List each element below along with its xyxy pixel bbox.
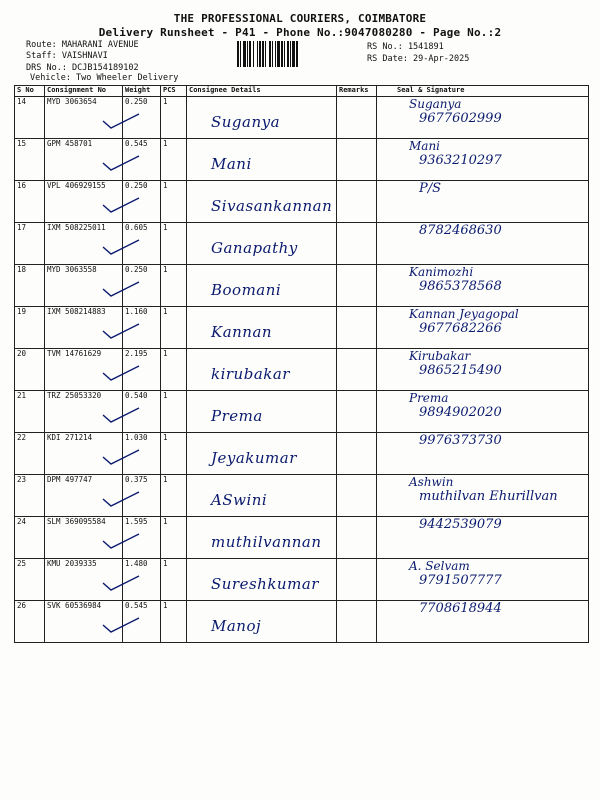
consignee-name: Manoj — [211, 617, 262, 635]
signature-phone: muthilvan Ehurillvan — [419, 489, 558, 504]
row-remarks — [337, 517, 377, 559]
row-weight: 0.250 — [123, 181, 161, 223]
table-row — [15, 601, 589, 643]
runsheet-table — [14, 85, 589, 643]
col-consignment: Consignment No — [45, 86, 123, 97]
row-remarks — [337, 181, 377, 223]
row-consignment — [45, 307, 123, 349]
consignee-name: ASwini — [211, 491, 268, 509]
consignee-name: Sivasankannan — [211, 197, 333, 215]
consignee-name: Kannan — [211, 323, 273, 341]
signature-name: Suganya — [409, 97, 462, 111]
row-weight: 1.160 — [123, 307, 161, 349]
row-remarks — [337, 139, 377, 181]
row-weight: 0.545 — [123, 139, 161, 181]
row-consignment — [45, 391, 123, 433]
row-weight: 0.540 — [123, 391, 161, 433]
consignment-no: MYD 3063558 — [47, 265, 97, 274]
row-sno: 20 — [15, 349, 45, 391]
consignment-no: GPM 458701 — [47, 139, 93, 148]
row-sno: 22 — [15, 433, 45, 475]
signature-phone: 9894902020 — [419, 405, 502, 420]
signature-name: Ashwin — [409, 475, 454, 489]
row-remarks — [337, 391, 377, 433]
consignment-no: SLM 369095584 — [47, 517, 106, 526]
consignment-no: DPM 497747 — [47, 475, 93, 484]
row-remarks — [337, 433, 377, 475]
table-row — [15, 559, 589, 601]
signature-phone: 9363210297 — [419, 153, 502, 168]
row-remarks — [337, 349, 377, 391]
staff-label: Staff: VAISHNAVI — [26, 51, 108, 61]
row-sno: 17 — [15, 223, 45, 265]
row-sno: 25 — [15, 559, 45, 601]
table-row — [15, 181, 589, 223]
row-signature — [377, 475, 589, 517]
rs-no: RS No.: 1541891 — [367, 42, 444, 52]
consignee-name: muthilvannan — [211, 533, 322, 551]
signature-name: Kirubakar — [409, 349, 471, 363]
consignment-no: KMU 2039335 — [47, 559, 97, 568]
table-row — [15, 391, 589, 433]
row-signature — [377, 223, 589, 265]
row-signature — [377, 139, 589, 181]
consignee-name: Suganya — [211, 113, 281, 131]
rs-date: RS Date: 29-Apr-2025 — [367, 54, 470, 64]
row-consignment — [45, 601, 123, 643]
col-remarks: Remarks — [337, 86, 377, 97]
row-pcs: 1 — [161, 517, 187, 559]
company-title: THE PROFESSIONAL COURIERS, COIMBATORE — [173, 12, 427, 25]
row-signature — [377, 181, 589, 223]
row-signature — [377, 433, 589, 475]
col-sno: S No — [15, 86, 45, 97]
row-signature — [377, 559, 589, 601]
barcode — [237, 41, 357, 67]
consignment-no: TRZ 25053320 — [47, 391, 102, 400]
row-consignment — [45, 139, 123, 181]
signature-phone: 7708618944 — [419, 601, 502, 616]
row-consignee — [187, 349, 337, 391]
signature-phone: 9976373730 — [419, 433, 502, 448]
row-weight: 1.030 — [123, 433, 161, 475]
table-row — [15, 307, 589, 349]
table-row — [15, 517, 589, 559]
row-remarks — [337, 223, 377, 265]
row-pcs: 1 — [161, 139, 187, 181]
row-consignee — [187, 391, 337, 433]
row-weight: 2.195 — [123, 349, 161, 391]
row-weight: 1.595 — [123, 517, 161, 559]
row-pcs: 1 — [161, 181, 187, 223]
row-sno: 19 — [15, 307, 45, 349]
consignment-no: IXM 508225011 — [47, 223, 106, 232]
row-consignment — [45, 475, 123, 517]
row-pcs: 1 — [161, 433, 187, 475]
consignee-name: kirubakar — [211, 365, 290, 383]
row-weight: 0.545 — [123, 601, 161, 643]
table-row — [15, 475, 589, 517]
signature-phone: 9677682266 — [419, 321, 502, 336]
consignee-name: Jeyakumar — [211, 449, 297, 467]
row-consignment — [45, 181, 123, 223]
consignment-no: IXM 508214883 — [47, 307, 106, 316]
row-signature — [377, 97, 589, 139]
rs-info — [367, 41, 469, 65]
row-sno: 16 — [15, 181, 45, 223]
table-row — [15, 97, 589, 139]
row-consignee — [187, 181, 337, 223]
row-sno: 15 — [15, 139, 45, 181]
row-weight: 0.250 — [123, 265, 161, 307]
row-consignment — [45, 433, 123, 475]
row-remarks — [337, 307, 377, 349]
row-sno: 23 — [15, 475, 45, 517]
row-consignee — [187, 601, 337, 643]
consignment-no: VPL 406929155 — [47, 181, 106, 190]
col-pcs: PCS — [161, 86, 187, 97]
signature-phone: 9865378568 — [419, 279, 502, 294]
row-consignee — [187, 559, 337, 601]
col-weight: Weight — [123, 86, 161, 97]
row-pcs: 1 — [161, 391, 187, 433]
signature-phone: 9865215490 — [419, 363, 502, 378]
row-signature — [377, 391, 589, 433]
signature-name: A. Selvam — [409, 559, 470, 573]
signature-phone: 9677602999 — [419, 111, 502, 126]
row-consignment — [45, 265, 123, 307]
row-consignee — [187, 307, 337, 349]
row-pcs: 1 — [161, 223, 187, 265]
row-sno: 14 — [15, 97, 45, 139]
row-sno: 21 — [15, 391, 45, 433]
table-row — [15, 139, 589, 181]
row-consignee — [187, 265, 337, 307]
row-remarks — [337, 559, 377, 601]
row-consignee — [187, 433, 337, 475]
table-row — [15, 349, 589, 391]
route-label: Route: MAHARANI AVENUE — [26, 40, 139, 50]
row-consignee — [187, 517, 337, 559]
consignee-name: Ganapathy — [211, 239, 298, 257]
row-remarks — [337, 97, 377, 139]
runsheet-title: Delivery Runsheet - P41 - Phone No.:9047080280 - Page No.:2 — [98, 26, 502, 39]
consignment-no: SVK 60536984 — [47, 601, 102, 610]
row-remarks — [337, 265, 377, 307]
row-consignment — [45, 97, 123, 139]
signature-phone: 9791507777 — [419, 573, 502, 588]
table-row — [15, 433, 589, 475]
consignment-no: MYD 3063654 — [47, 97, 97, 106]
signature-phone: P/S — [419, 181, 442, 196]
consignee-name: Prema — [211, 407, 263, 425]
row-weight: 0.250 — [123, 97, 161, 139]
row-pcs: 1 — [161, 559, 187, 601]
table-row — [15, 223, 589, 265]
row-consignee — [187, 223, 337, 265]
row-consignee — [187, 97, 337, 139]
row-signature — [377, 517, 589, 559]
signature-name: Kanimozhi — [409, 265, 474, 279]
row-remarks — [337, 601, 377, 643]
row-signature — [377, 601, 589, 643]
row-pcs: 1 — [161, 601, 187, 643]
table-header-row — [15, 86, 589, 97]
row-remarks — [337, 475, 377, 517]
row-weight: 1.480 — [123, 559, 161, 601]
row-pcs: 1 — [161, 349, 187, 391]
vehicle-label: Vehicle: Two Wheeler Delivery — [30, 73, 179, 83]
row-signature — [377, 307, 589, 349]
consignment-no: KDI 271214 — [47, 433, 93, 442]
signature-phone: 8782468630 — [419, 223, 502, 238]
row-consignment — [45, 223, 123, 265]
row-signature — [377, 349, 589, 391]
drs-label: DRS No.: DCJB154189102 — [26, 63, 139, 73]
row-pcs: 1 — [161, 307, 187, 349]
row-pcs: 1 — [161, 97, 187, 139]
row-consignee — [187, 475, 337, 517]
consignment-no: TVM 14761629 — [47, 349, 102, 358]
row-consignment — [45, 517, 123, 559]
row-pcs: 1 — [161, 475, 187, 517]
row-weight: 0.605 — [123, 223, 161, 265]
row-sno: 24 — [15, 517, 45, 559]
signature-name: Mani — [409, 139, 441, 153]
signature-name: Kannan Jeyagopal — [409, 307, 519, 321]
row-sno: 26 — [15, 601, 45, 643]
signature-name: Prema — [409, 391, 449, 405]
consignee-name: Boomani — [211, 281, 282, 299]
signature-phone: 9442539079 — [419, 517, 502, 532]
row-consignment — [45, 559, 123, 601]
row-weight: 0.375 — [123, 475, 161, 517]
table-row — [15, 265, 589, 307]
consignee-name: Mani — [211, 155, 252, 173]
consignee-name: Sureshkumar — [211, 575, 319, 593]
col-signature: Seal & Signature — [377, 86, 589, 97]
row-consignee — [187, 139, 337, 181]
row-signature — [377, 265, 589, 307]
col-consignee: Consignee Details — [187, 86, 337, 97]
row-consignment — [45, 349, 123, 391]
row-pcs: 1 — [161, 265, 187, 307]
row-sno: 18 — [15, 265, 45, 307]
